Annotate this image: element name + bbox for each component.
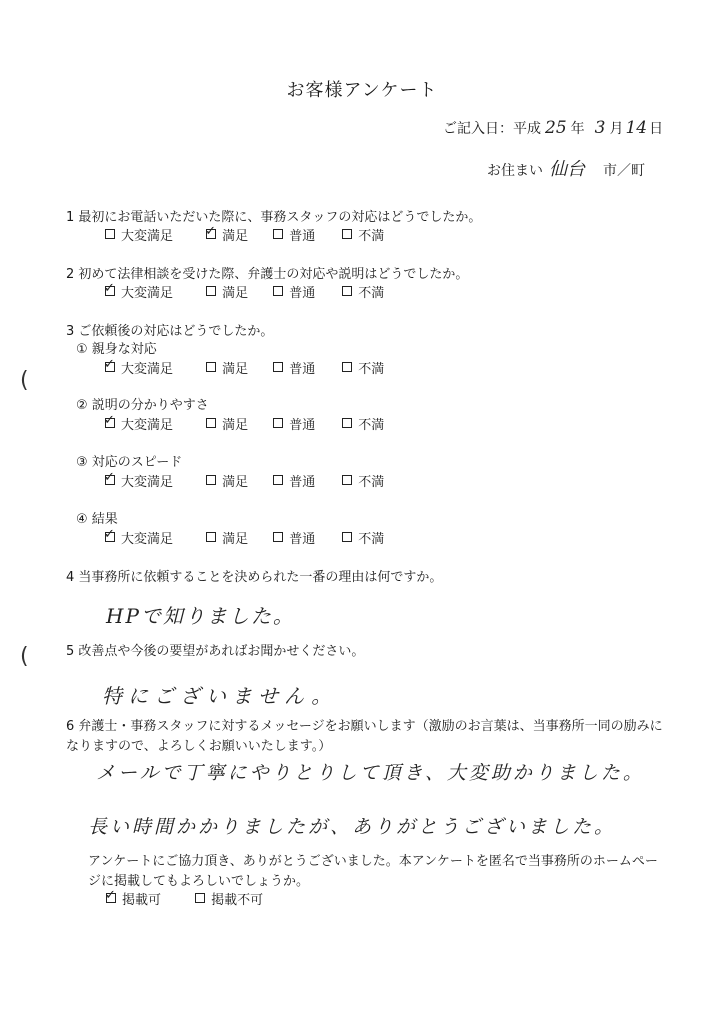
q3-sub-number: ② xyxy=(76,398,88,413)
q2-option-satisfied[interactable] xyxy=(206,282,268,301)
checkbox-icon[interactable] xyxy=(206,532,216,542)
checkbox-icon[interactable] xyxy=(104,357,115,372)
q3-4-options xyxy=(105,527,384,547)
day-value: 14 xyxy=(625,118,648,138)
month-value: 3 xyxy=(594,118,606,138)
q3-4-option-normal[interactable] xyxy=(273,528,337,547)
option-label: 掲載可 xyxy=(122,892,162,908)
question-1: 1 最初にお電話いただいた際に、事務スタッフの対応はどうでしたか。 xyxy=(66,210,482,225)
question-2: 2 初めて法律相談を受けた際、弁護士の対応や説明はどうでしたか。 xyxy=(66,267,469,282)
q3-1-option-unsatisfied[interactable] xyxy=(342,358,384,377)
q3-sub-4 xyxy=(76,508,118,527)
q3-sub-label: 対応のスピード xyxy=(91,455,183,470)
q3-3-option-satisfied[interactable] xyxy=(206,471,268,490)
q3-2-option-normal[interactable] xyxy=(273,414,337,433)
consent-option-deny[interactable] xyxy=(195,889,263,908)
q2-option-very-satisfied[interactable] xyxy=(105,282,201,301)
option-label: 大変満足 xyxy=(121,531,174,547)
checkbox-icon[interactable] xyxy=(206,418,216,428)
q4-answer: HPで知りました。 xyxy=(106,604,295,628)
check-mark-icon: ✓ xyxy=(104,413,115,428)
option-label: 満足 xyxy=(222,417,249,433)
address-value: 仙台 xyxy=(549,159,585,180)
option-label: 大変満足 xyxy=(121,228,174,244)
check-mark-icon: ✓ xyxy=(104,281,115,296)
q3-3-options xyxy=(105,470,384,490)
checkbox-icon[interactable] xyxy=(273,362,283,372)
q3-sub-number: ④ xyxy=(76,512,88,527)
checkbox-icon[interactable] xyxy=(273,286,283,296)
consent-options xyxy=(106,888,263,908)
checkbox-icon[interactable] xyxy=(342,532,352,542)
checkbox-icon[interactable] xyxy=(342,362,352,372)
check-mark-icon: ✓ xyxy=(104,357,115,372)
checkbox-icon[interactable] xyxy=(273,475,283,485)
q2-option-unsatisfied[interactable] xyxy=(342,282,384,301)
option-label: 満足 xyxy=(222,531,249,547)
q3-2-option-unsatisfied[interactable] xyxy=(342,414,384,433)
q3-3-option-very-satisfied[interactable] xyxy=(105,471,201,490)
option-label: 普通 xyxy=(289,228,316,244)
q3-3-option-normal[interactable] xyxy=(273,471,337,490)
checkbox-icon[interactable] xyxy=(342,286,352,296)
q3-sub-label: 説明の分かりやすさ xyxy=(91,398,209,413)
q3-1-option-normal[interactable] xyxy=(273,358,337,377)
option-label: 普通 xyxy=(289,474,316,490)
q3-1-option-satisfied[interactable] xyxy=(206,358,268,377)
option-label: 満足 xyxy=(222,285,249,301)
option-label: 大変満足 xyxy=(121,417,174,433)
check-mark-icon: ✓ xyxy=(104,470,115,485)
city-suffix: 市／町 xyxy=(603,163,645,179)
q3-2-option-satisfied[interactable] xyxy=(206,414,268,433)
checkbox-icon[interactable] xyxy=(104,281,115,296)
checkbox-icon[interactable] xyxy=(105,229,115,239)
q5-answer: 特にございません。 xyxy=(102,684,338,708)
check-mark-icon: ✓ xyxy=(105,888,116,903)
q1-option-satisfied[interactable] xyxy=(206,225,268,244)
checkbox-icon[interactable] xyxy=(105,888,116,903)
checkbox-icon[interactable] xyxy=(206,475,216,485)
page-title: お客様アンケート xyxy=(286,80,438,101)
option-label: 普通 xyxy=(289,417,316,433)
binder-hole-mark-icon: ( xyxy=(20,644,29,669)
question-3: 3 ご依頼後の対応はどうでしたか。 xyxy=(66,324,274,339)
option-label: 不満 xyxy=(358,417,385,433)
q6-answer-line-2: 長い時間かかりましたが、ありがとうございました。 xyxy=(88,816,617,838)
q3-sub-label: 親身な対応 xyxy=(91,342,157,357)
era-year-value: 25 xyxy=(545,118,567,138)
option-label: 満足 xyxy=(222,474,249,490)
q1-options xyxy=(105,224,384,244)
checkbox-icon[interactable] xyxy=(342,475,352,485)
checkbox-icon[interactable] xyxy=(104,527,115,542)
question-4: 4 当事務所に依頼することを決められた一番の理由は何ですか。 xyxy=(66,570,443,585)
option-label: 大変満足 xyxy=(121,361,174,377)
date-label: ご記入日：平成 xyxy=(443,121,541,137)
q1-option-very-satisfied[interactable] xyxy=(105,225,201,244)
q3-4-option-satisfied[interactable] xyxy=(206,528,268,547)
q3-1-option-very-satisfied[interactable] xyxy=(105,358,201,377)
question-6: 6 弁護士・事務スタッフに対するメッセージをお願いします（激励のお言葉は、当事務所一同の励みになりますので、よろしくお願いいたします。） xyxy=(66,719,663,754)
checkbox-icon[interactable] xyxy=(195,893,205,903)
q3-4-option-unsatisfied[interactable] xyxy=(342,528,384,547)
address-line xyxy=(487,155,645,181)
option-label: 普通 xyxy=(289,285,316,301)
checkbox-icon[interactable] xyxy=(273,418,283,428)
option-label: 不満 xyxy=(358,474,385,490)
checkbox-icon[interactable] xyxy=(206,362,216,372)
check-mark-icon: ✓ xyxy=(104,527,115,542)
year-unit: 年 xyxy=(570,121,585,137)
checkbox-icon[interactable] xyxy=(342,229,352,239)
checkbox-icon[interactable] xyxy=(205,224,216,239)
checkbox-icon[interactable] xyxy=(104,413,115,428)
option-label: 不満 xyxy=(358,531,385,547)
q3-3-option-unsatisfied[interactable] xyxy=(342,471,384,490)
q3-sub-label: 結果 xyxy=(91,512,118,527)
date-line xyxy=(443,118,663,138)
option-label: 大変満足 xyxy=(121,285,174,301)
q3-sub-number: ③ xyxy=(76,455,88,470)
q1-option-normal[interactable] xyxy=(273,225,337,244)
option-label: 不満 xyxy=(358,361,385,377)
consent-option-allow[interactable] xyxy=(106,889,190,908)
option-label: 不満 xyxy=(358,285,385,301)
address-label: お住まい xyxy=(487,163,543,179)
q2-option-normal[interactable] xyxy=(273,282,337,301)
option-label: 満足 xyxy=(222,361,249,377)
option-label: 満足 xyxy=(222,228,249,244)
option-label: 普通 xyxy=(289,361,316,377)
option-label: 大変満足 xyxy=(121,474,174,490)
q3-sub-number: ① xyxy=(76,342,88,357)
checkbox-icon[interactable] xyxy=(104,470,115,485)
q3-1-options xyxy=(105,357,384,377)
q6-answer-line-1: メールで丁寧にやりとりして頂き、大変助かりました。 xyxy=(96,762,645,784)
checkbox-icon[interactable] xyxy=(206,286,216,296)
checkbox-icon[interactable] xyxy=(342,418,352,428)
check-mark-icon: ✓ xyxy=(205,224,216,239)
q3-sub-3 xyxy=(76,451,182,470)
option-label: 普通 xyxy=(289,531,316,547)
month-unit: 月 xyxy=(609,121,624,137)
q3-4-option-very-satisfied[interactable] xyxy=(105,528,201,547)
day-unit: 日 xyxy=(649,121,664,137)
checkbox-icon[interactable] xyxy=(273,229,283,239)
checkbox-icon[interactable] xyxy=(273,532,283,542)
q1-option-unsatisfied[interactable] xyxy=(342,225,384,244)
q2-options xyxy=(105,281,384,301)
q3-sub-1 xyxy=(76,338,157,357)
q3-2-option-very-satisfied[interactable] xyxy=(105,414,201,433)
binder-hole-mark-icon: ( xyxy=(20,368,29,393)
option-label: 掲載不可 xyxy=(211,892,264,908)
q3-sub-2 xyxy=(76,394,209,413)
option-label: 不満 xyxy=(358,228,385,244)
q3-2-options xyxy=(105,413,384,433)
question-5: 5 改善点や今後の要望があればお聞かせください。 xyxy=(66,644,365,659)
consent-text: アンケートにご協力頂き、ありがとうございました。本アンケートを匿名で当事務所のホームページに掲載してもよろしいでしょうか。 xyxy=(88,854,658,889)
